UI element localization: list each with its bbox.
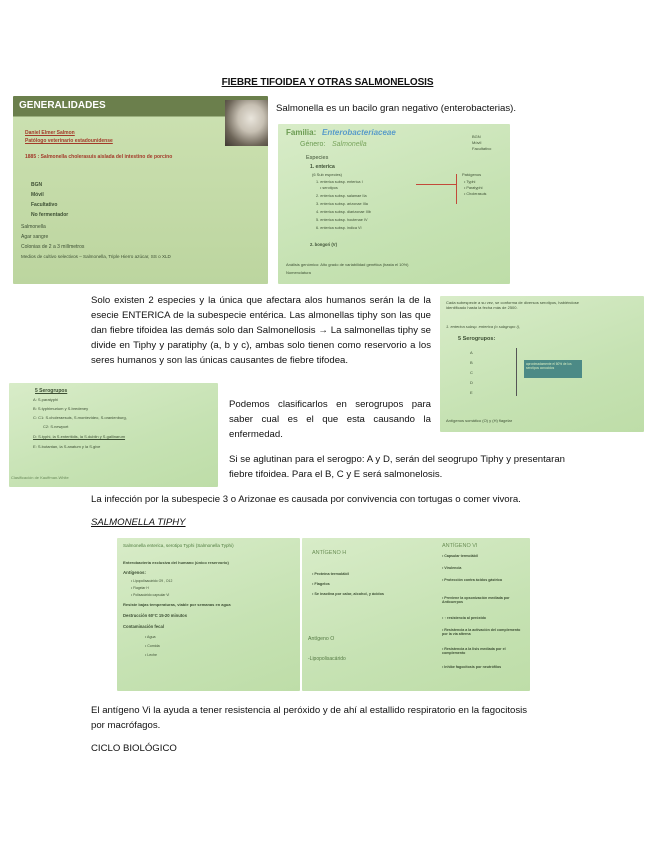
sg-item-3: C: C1: S.choleraesuis, S.montevideo, S.oranienburg, <box>33 415 127 420</box>
typhi-line-6: Resiste bajas temperaturas, viable por semanas en agua <box>123 602 231 607</box>
subspecies-7: 6. enterica subsp. indica VI <box>316 226 362 230</box>
typhi-line-9: • Agua <box>145 635 156 639</box>
typhi-line-5: • Polisacárido capsular Vi <box>131 593 170 597</box>
slide-name: Daniel Elmer Salmon <box>25 130 75 136</box>
serogrupos-sub: 1. enterica subsp. enterica (o subgrupo I), <box>446 324 521 329</box>
patogenos-title: Patógenos <box>462 172 482 177</box>
sg-item-6: E: S.butantan, la S.anatum y la S.give <box>33 444 101 449</box>
serogrupos-footer: Antígenos somático (O) y (H) flagelar <box>446 418 513 423</box>
serogrupos-left-heading: 5 Serogrupos <box>35 388 68 394</box>
document-title: FIEBRE TIFOIDEA Y OTRAS SALMONELOSIS <box>221 77 434 88</box>
slide-line-4: Medios de cultivo selectivos – Salmonella, Triple Hierro azúcar, SS o XLD <box>21 254 171 259</box>
vi-3: • Protección contra ácidos gástrica <box>442 578 502 582</box>
patogeno-3: • Cholerasuis <box>464 192 487 196</box>
slide-typhi <box>117 538 300 691</box>
sg-item-1: A: S.paratyphi <box>33 397 59 402</box>
vi-2: • Virulencia <box>442 566 462 570</box>
serogrupos-box <box>524 360 582 378</box>
portrait-image <box>225 100 268 146</box>
paragraph-antigeno-vi: El antígeno Vi la ayuda a tener resistencia al peróxido y de ahí al estallido respiratorio en la fagocitosis por macrófagos. <box>91 705 528 731</box>
typhi-line-11: • Leche <box>145 653 158 657</box>
sg-footer: Clasificación de Kauffman-White <box>11 475 69 480</box>
subspecies-3: 2. enterica subsp. salamae IIa <box>316 194 367 198</box>
antigeno-o-title: Antígeno O <box>308 636 335 642</box>
nomenclatura: Nomenclatura <box>286 270 311 275</box>
typhi-title: Salmonella enterica, serotipo Typhi (Salmonella Typhi) <box>123 543 234 548</box>
serogrupos-bracket <box>516 348 521 396</box>
antigeno-h-1: • Proteína termolábil <box>312 572 349 576</box>
serogrupos-heading: 5 Serogrupos: <box>458 336 496 342</box>
letter-b: B <box>470 360 473 365</box>
sg-item-2: B: S.typhimurium y S.bredeney <box>33 406 89 411</box>
genero-value: Salmonella <box>332 141 367 148</box>
paragraph-arizonae: La infección por la subespecie 3 o Arizonae es causada por convivencia con tortugas o comer vivora. <box>91 494 521 505</box>
sub-label: (6 Sub especies) <box>312 172 343 177</box>
vi-8: • Inhibe fagocitosis por neutrófilos <box>442 665 502 669</box>
antigeno-h-3: • Se inactiva por calor, alcohol, y ácidos <box>312 592 385 596</box>
subspecies-1: 1. enterica subsp. enterica I <box>316 180 363 184</box>
bongori-label: 2. bongori (V) <box>310 242 337 247</box>
familia-value: Enterobacteriaceae <box>322 128 396 137</box>
antigeno-h-title: ANTÍGENO H <box>312 550 347 556</box>
intro-text: Salmonella es un bacilo gran negativo (enterobacterias). <box>276 103 516 114</box>
typhi-line-3: • Lipopolisacárido O9 , O12 <box>131 579 173 583</box>
patogeno-1: • Typhi <box>464 180 476 184</box>
subspecies-2: • serotipos <box>320 186 338 190</box>
slide-heading: GENERALIDADES <box>19 100 106 111</box>
right-label-3: Facultativo <box>472 146 492 151</box>
bullet-4: No fermentador <box>31 212 69 218</box>
vi-5: • ↑ resistencia al peróxido <box>442 616 487 620</box>
sg-item-5: D: S.typhi, la S.enteritidis, la S.dublin y S.gallinarum <box>33 434 126 439</box>
section-ciclo-biologico: CICLO BIOLÓGICO <box>91 743 177 754</box>
typhi-line-4: • Flagelar H <box>131 586 149 590</box>
sg-item-4: C2: S.newport <box>43 424 69 429</box>
patogeno-2: • Paratyphi <box>464 186 483 190</box>
slide-line-2: Agar sangre <box>21 234 49 240</box>
bullet-2: Móvil <box>31 192 44 198</box>
antigeno-vi-title: ANTÍGENO VI <box>442 543 478 549</box>
typhi-line-8: Contaminación fecal <box>123 624 164 629</box>
slide-line-3: Colonias de 2 a 3 milímetros <box>21 244 85 250</box>
familia-footer: Análisis genómico: Alto grado de variabilidad genética (hasta el 10%) <box>286 262 409 267</box>
vi-4: • Previene la opsonización mediada por Anticuerpos <box>442 596 510 604</box>
serogrupos-box-text: aproximadamente el 60% de los serotipos conocidos <box>526 362 572 370</box>
letter-e: E <box>470 390 473 395</box>
genero-label: Género: <box>300 141 326 148</box>
antigeno-o-item: -Lipopolisacárido <box>308 656 346 662</box>
paragraph-species: Solo existen 2 especies y la única que afectara alos humanos serán la de la esecie ENTERICA de la subespecie entérica. Las almonellas tiphy son las que dan fiebre tifoidea las demás solo dan Salmonellosis → La salmonellas tiphy se divide en Tiphy y paratiphy (a, b y c), ambas solo tienen como reservorio a los seres humanos y son las únicas causantes de fiebre tifodea. <box>91 295 431 366</box>
slide-subtitle: Patólogo veterinario estadounidense <box>25 138 113 144</box>
slide-antigenos <box>302 538 530 691</box>
right-label-1: BGN <box>472 134 481 139</box>
typhi-line-2: Antígenos: <box>123 570 146 575</box>
familia-label: Familia: <box>286 128 317 137</box>
paragraph-serogrupos: Podemos clasificarlos en serogrupos para saber cual es el que esta causando la enfermedad. <box>229 399 431 440</box>
slide-generalidades <box>13 96 268 284</box>
slide-serogrupos-right <box>440 296 644 432</box>
especies-label: Especies <box>306 155 329 161</box>
subspecies-6: 5. enterica subsp. houtenae IV <box>316 218 368 222</box>
bullet-1: BGN <box>31 182 43 188</box>
connector-line <box>416 184 456 185</box>
paragraph-aglutinan: Si se aglutinan para el serogpo: A y D, serán del seogrupo Tiphy y presentaran fiebre tifoidea. Para el B, C y E será salmonelosis. <box>229 454 565 480</box>
bullet-3: Facultativo <box>31 202 58 208</box>
slide-familia <box>278 124 510 284</box>
section-salmonella-tiphy: SALMONELLA TIPHY <box>91 517 186 528</box>
slide-line-1: Salmonella <box>21 224 46 230</box>
enterica-label: 1. enterica <box>310 164 335 170</box>
letter-c: C <box>470 370 473 375</box>
typhi-line-1: Enterobacteria exclusiva del humano (único reservorio) <box>123 560 229 565</box>
vi-1: • Capsular termolábil <box>442 554 478 558</box>
serogrupos-top: Cada subespecie a su vez, se conforma de diversos serotipos, habiéndose identificado hasta la fecha más de 2500. <box>446 300 579 310</box>
bracket <box>456 174 461 204</box>
slide-year-note: 1885 : Salmonella cholerasuis aislada del intestino de porcino <box>25 154 173 160</box>
slide-serogrupos-left <box>9 383 218 487</box>
letter-d: D <box>470 380 473 385</box>
typhi-line-10: • Comida <box>145 644 160 648</box>
right-label-2: Móvil <box>472 140 482 145</box>
typhi-line-7: Destrucción 60°C 15-20 minutos <box>123 613 188 618</box>
vi-7: • Resistencia a la lisis mediada por el complemento <box>442 647 506 655</box>
antigeno-h-2: • Flagelos <box>312 582 330 586</box>
letter-a: A <box>470 350 473 355</box>
subspecies-5: 4. enterica subsp. diarizonae IIIb <box>316 210 371 214</box>
subspecies-4: 3. enterica subsp. arizonae IIIa <box>316 202 368 206</box>
vi-6: • Resistencia a la activación del complemento por la vía alterna <box>442 628 521 636</box>
